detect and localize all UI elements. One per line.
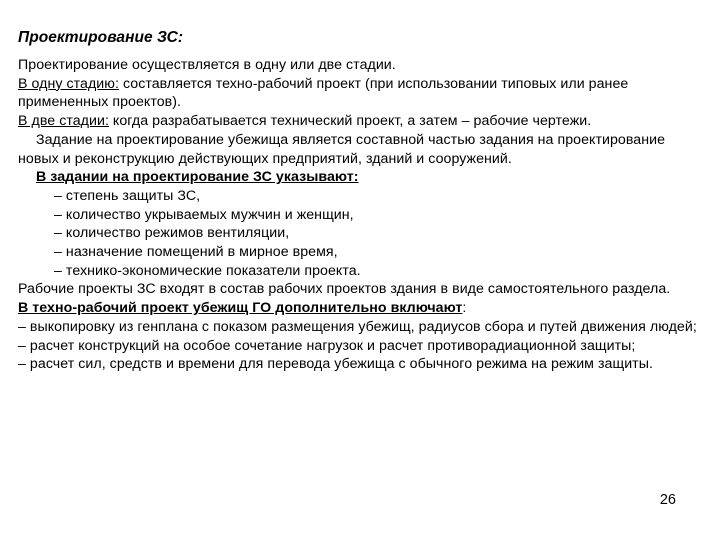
task-list [18, 187, 708, 281]
one-stage-text: составляется техно-рабочий проект (при использовании типовых или ранее примененных проектов). [18, 75, 629, 111]
task-paragraph: Задание на проектирование убежища является составной частью задания на проектирование новых и реконструкцию действующих предприятий, зданий и сооружений. [18, 131, 666, 167]
task-list-item: – количество режимов вентиляции, [54, 225, 290, 242]
slide-title: Проектирование ЗС: [18, 29, 184, 46]
addition-list [18, 318, 708, 374]
two-stages-label: В две стадии: [18, 113, 109, 130]
task-list-item: – количество укрываемых мужчин и женщин, [54, 206, 354, 223]
addition-list-item: – выкопировку из генплана с показом размещения убежищ, радиусов сбора и путей движения людей; [18, 318, 697, 335]
working-projects-paragraph: Рабочие проекты ЗС входят в состав рабочих проектов здания в виде самостоятельного раздела. [18, 281, 671, 298]
addition-list-item: – расчет конструкций на особое сочетание нагрузок и расчет противорадиационной защиты; [18, 337, 636, 354]
task-list-item: – технико-экономические показатели проекта. [54, 262, 361, 279]
slide-content [18, 28, 708, 374]
intro-paragraph: Проектирование осуществляется в одну или две стадии. [18, 57, 396, 73]
addition-heading-paragraph [18, 299, 708, 318]
one-stage-paragraph [18, 75, 708, 112]
two-stages-text: когда разрабатывается технический проект, а затем – рабочие чертежи. [108, 113, 592, 130]
addition-list-item: – расчет сил, средств и времени для перевода убежища с обычного режима на режим защиты. [18, 356, 653, 373]
task-list-item: – назначение помещений в мирное время, [54, 244, 338, 261]
task-heading: В задании на проектирование ЗС указывают: [36, 169, 359, 186]
addition-colon: : [462, 300, 467, 317]
task-heading-paragraph [18, 168, 708, 187]
two-stages-paragraph [18, 112, 708, 131]
addition-heading: В техно-рабочий проект убежищ ГО дополнительно включают [18, 300, 463, 317]
task-list-item: – степень защиты ЗС, [54, 187, 201, 204]
page-number: 26 [659, 492, 676, 508]
one-stage-label: В одну стадию: [18, 75, 119, 92]
